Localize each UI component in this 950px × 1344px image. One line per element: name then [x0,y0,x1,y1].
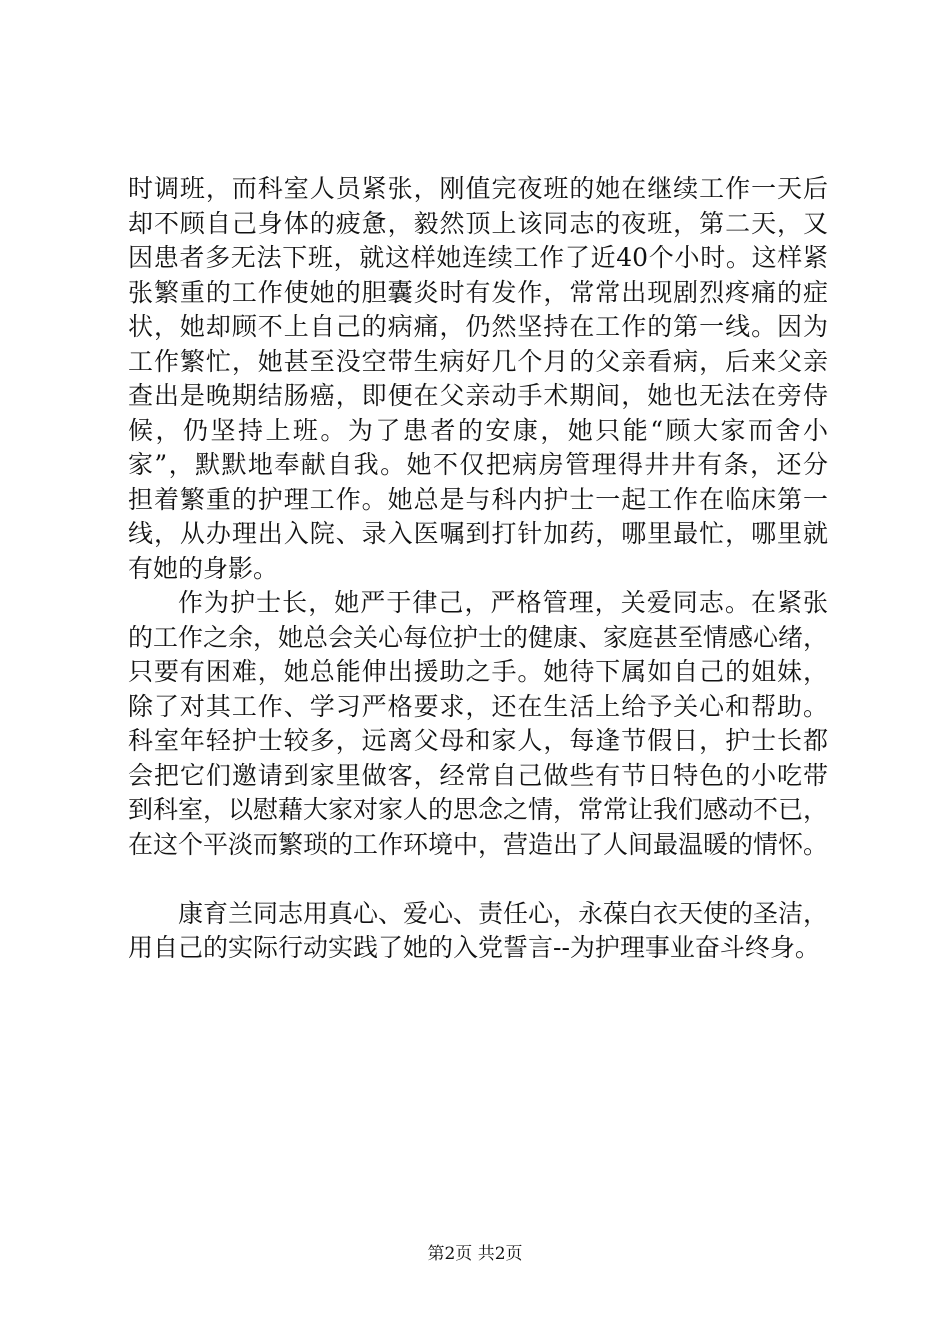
text-line: 状，她却顾不上自己的病痛，仍然坚持在工作的第一线。因为 [128,312,828,341]
text-line: 家”，默默地奉献自我。她不仅把病房管理得井井有条，还分 [128,450,828,479]
text-line: 在这个平淡而繁琐的工作环境中，营造出了人间最温暖的情怀。 [128,829,829,859]
paragraph-1 [128,172,828,586]
text-line: 到科室，以慰藉大家对家人的思念之情，常常让我们感动不已， [128,795,829,824]
text-line: 时调班，而科室人员紧张，刚值完夜班的她在继续工作一天后 [128,174,828,203]
text-line: 线，从办理出入院、录入医嘱到打针加药，哪里最忙，哪里就 [128,519,828,548]
text-line: 用自己的实际行动实践了她的入党誓言--为护理事业奋斗终身。 [128,933,820,962]
text-line: 只要有困难，她总能伸出援助之手。她待下属如自己的姐妹， [128,657,828,686]
text-line: 却不顾自己身体的疲惫，毅然顶上该同志的夜班，第二天，又 [128,208,828,238]
text-line: 科室年轻护士较多，远离父母和家人，每逢节假日，护士长都 [128,726,828,755]
paragraph-2 [128,586,828,862]
text-line: 康育兰同志用真心、爱心、责任心，永葆白衣天使的圣洁， [178,898,829,928]
text-line: 的工作之余，她总会关心每位护士的健康、家庭甚至情感心绪， [128,622,829,652]
page-footer [0,1243,950,1265]
text-line: 查出是晚期结肠癌，即便在父亲动手术期间，她也无法在旁侍 [128,381,828,410]
text-line: 除了对其工作、学习严格要求，还在生活上给予关心和帮助。 [128,691,828,721]
text-line: 因患者多无法下班，就这样她连续工作了近40个小时。这样紧 [128,243,828,272]
paragraph-gap [128,862,828,897]
text-line: 工作繁忙，她甚至没空带生病好几个月的父亲看病，后来父亲 [128,346,828,376]
page-number-label: 第2页 共2页 [427,1244,523,1264]
text-line: 担着繁重的护理工作。她总是与科内护士一起工作在临床第一 [128,484,828,514]
text-line: 张繁重的工作使她的胆囊炎时有发作，常常出现剧烈疼痛的症 [128,277,828,307]
text-line: 作为护士长，她严于律己，严格管理，关爱同志。在紧张 [178,588,828,617]
document-body [128,172,828,966]
text-line: 有她的身影。 [128,553,279,583]
text-line: 会把它们邀请到家里做客，经常自己做些有节日特色的小吃带 [128,760,828,790]
text-line: 候，仍坚持上班。为了患者的安康，她只能“顾大家而舍小 [128,415,828,445]
paragraph-3 [128,897,828,966]
